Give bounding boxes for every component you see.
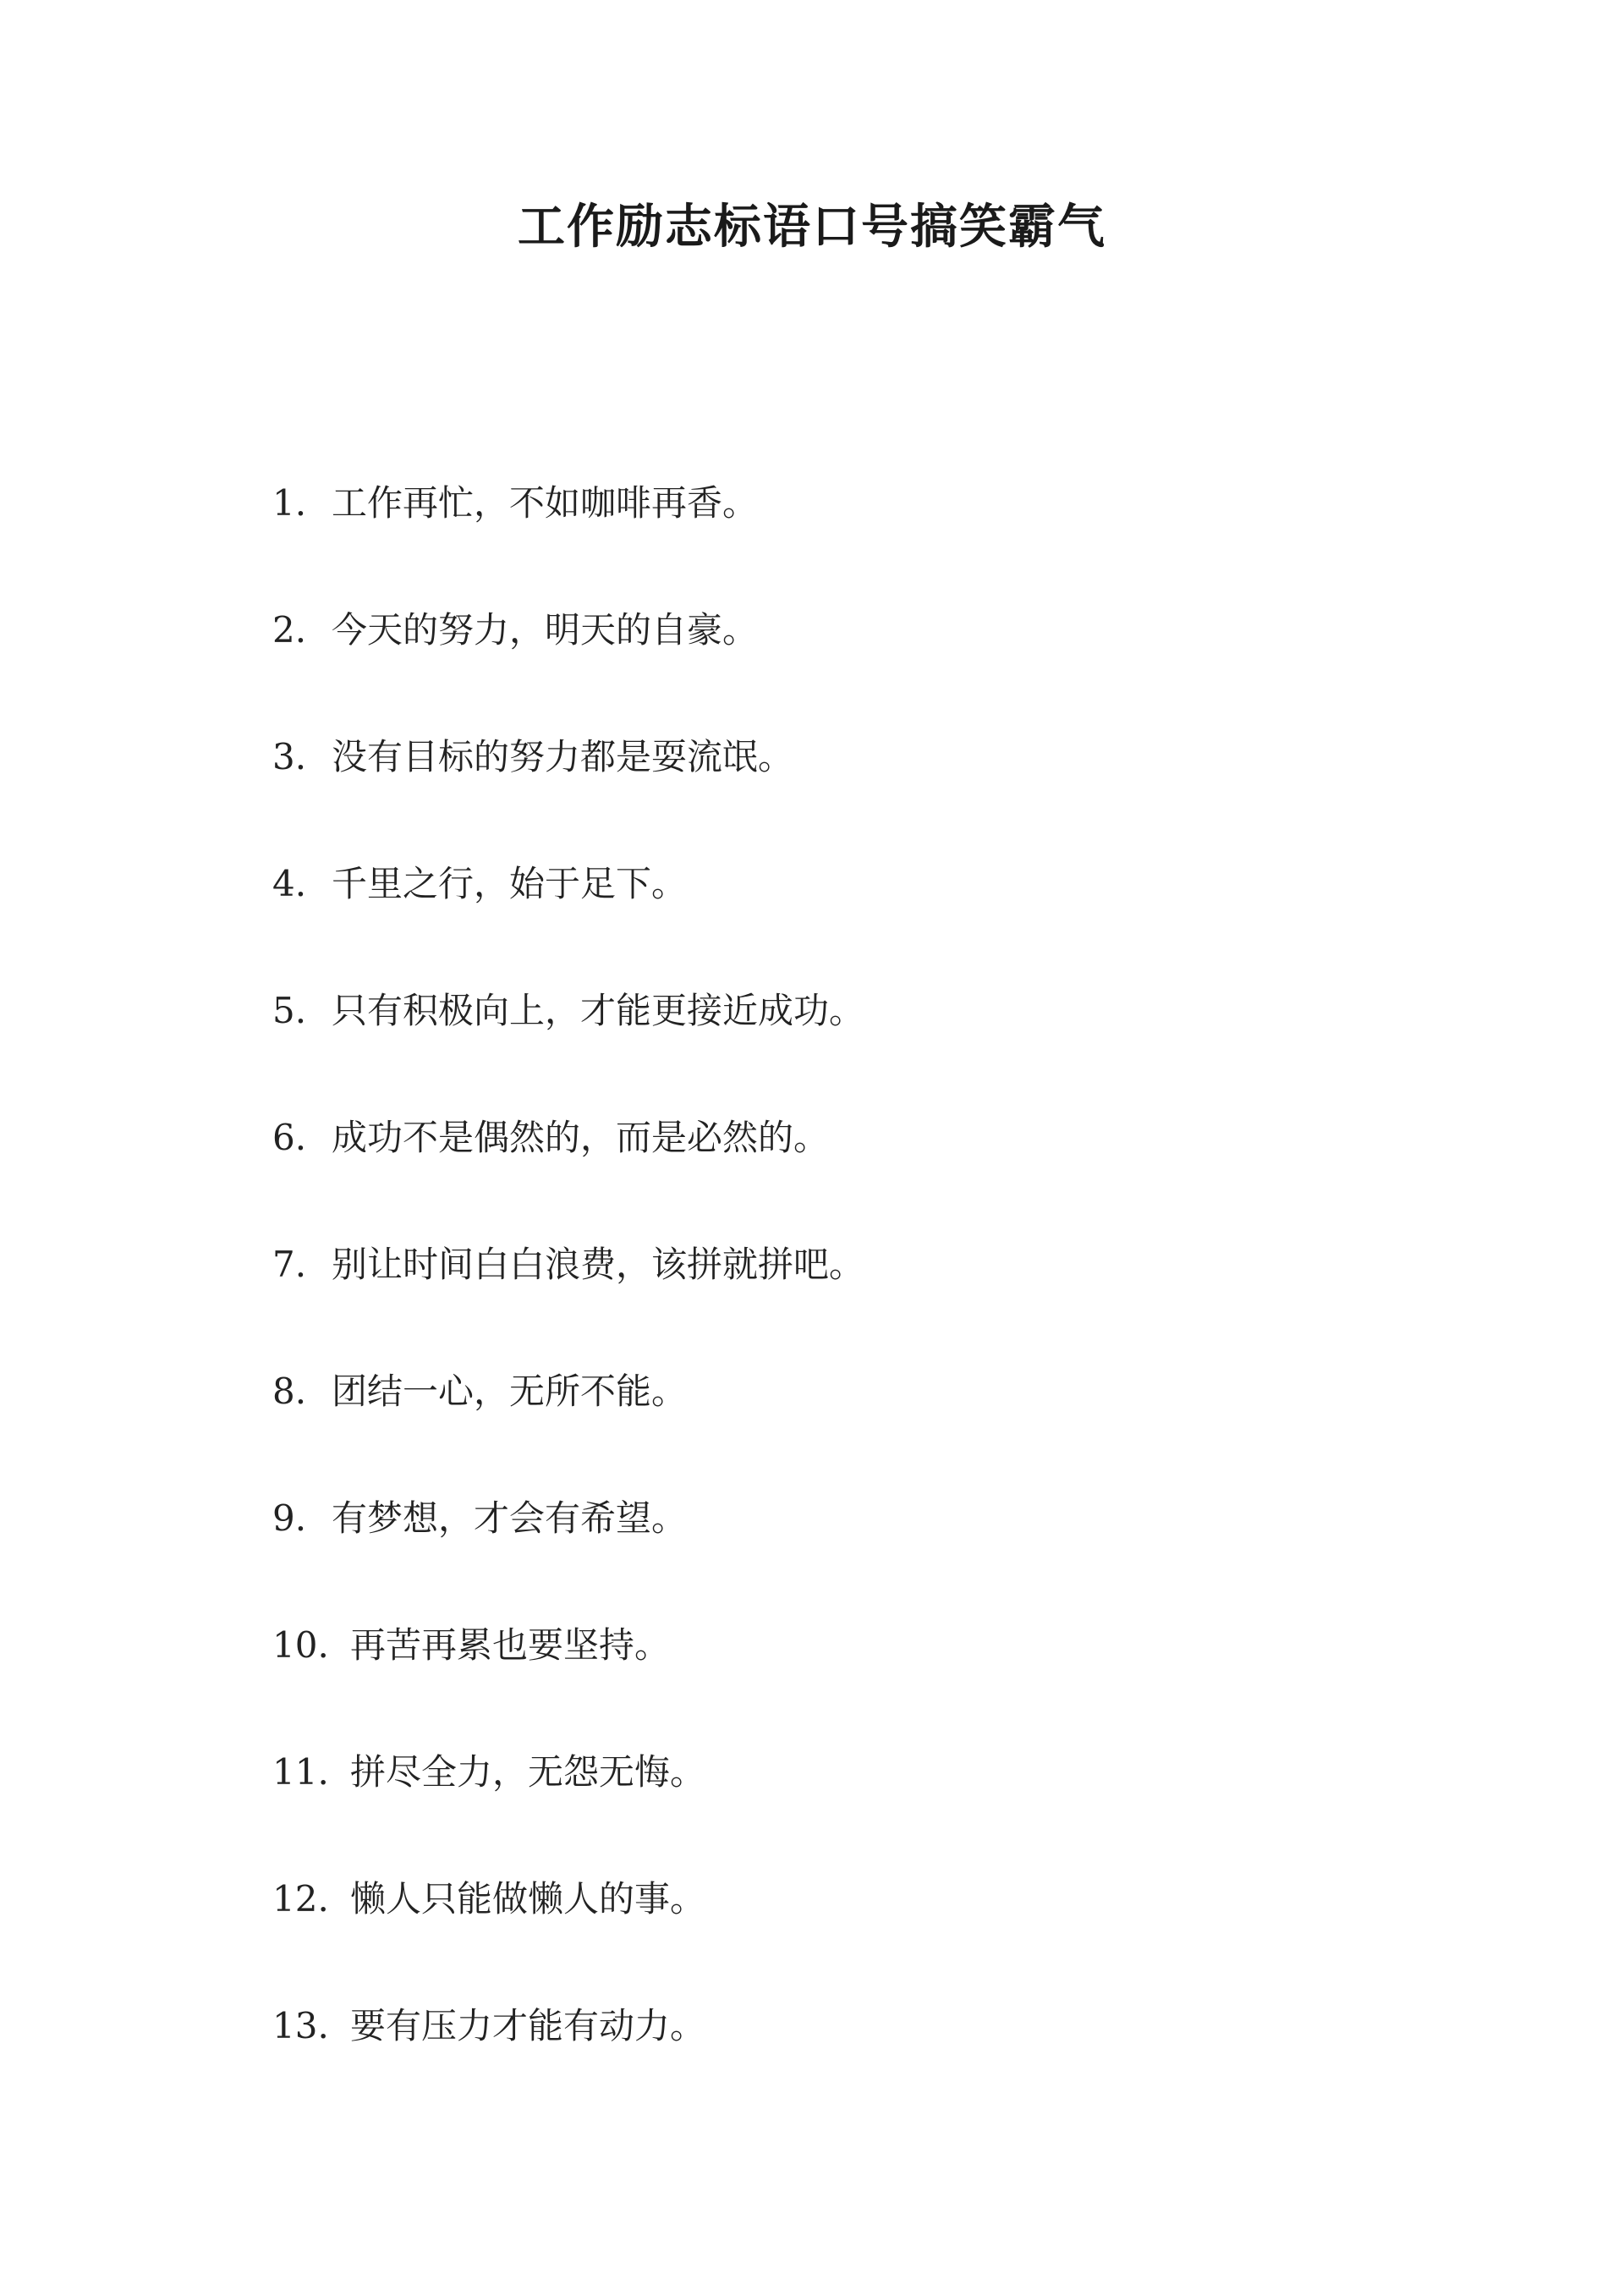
slogan-item (272, 1201, 864, 1328)
slogan-number: 8. (272, 1370, 307, 1412)
slogan-text: 团结一心，无所不能。 (332, 1370, 688, 1412)
slogan-text: 要有压力才能有动力。 (350, 2005, 706, 2046)
slogan-number: 12. (272, 1878, 329, 1920)
slogan-number: 9. (272, 1497, 307, 1539)
slogan-item (272, 1328, 864, 1455)
slogan-text: 拼尽全力，无怨无悔。 (350, 1751, 706, 1793)
slogan-number: 13. (272, 2005, 329, 2046)
slogan-text: 千里之行，始于足下。 (332, 863, 688, 904)
slogan-text: 工作再忙，不如咖啡再香。 (332, 482, 759, 524)
slogan-number: 6. (272, 1117, 307, 1158)
slogan-item (272, 694, 864, 821)
slogan-item (272, 1455, 864, 1582)
slogan-text: 只有积极向上，才能更接近成功。 (332, 990, 865, 1031)
slogan-item (272, 1582, 864, 1709)
slogan-text: 成功不是偶然的，而是必然的。 (332, 1117, 830, 1158)
slogan-number: 7. (272, 1244, 307, 1285)
slogan-number: 2. (272, 609, 307, 651)
slogan-text: 别让时间白白浪费，该拼就拼吧。 (332, 1244, 865, 1285)
slogan-item (272, 567, 864, 694)
slogan-text: 懒人只能做懒人的事。 (350, 1878, 706, 1920)
slogan-number: 4. (272, 863, 307, 904)
slogan-text: 再苦再累也要坚持。 (350, 1624, 671, 1666)
document-title: 工作励志标语口号搞笑霸气 (518, 199, 1106, 255)
slogan-item (272, 1836, 864, 1963)
slogan-item (272, 1074, 864, 1201)
slogan-number: 10. (272, 1624, 329, 1666)
slogan-item (272, 821, 864, 948)
slogan-item (272, 440, 864, 567)
slogan-number: 3. (272, 736, 307, 777)
slogan-text: 没有目标的努力都是耍流氓。 (332, 736, 794, 777)
slogan-list (272, 440, 864, 2090)
slogan-text: 有梦想，才会有希望。 (332, 1497, 688, 1539)
slogan-number: 1. (272, 482, 307, 524)
slogan-number: 5. (272, 990, 307, 1031)
slogan-number: 11. (272, 1751, 329, 1793)
slogan-item (272, 1963, 864, 2090)
slogan-item (272, 948, 864, 1074)
slogan-item (272, 1709, 864, 1836)
slogan-text: 今天的努力，明天的自豪。 (332, 609, 759, 651)
